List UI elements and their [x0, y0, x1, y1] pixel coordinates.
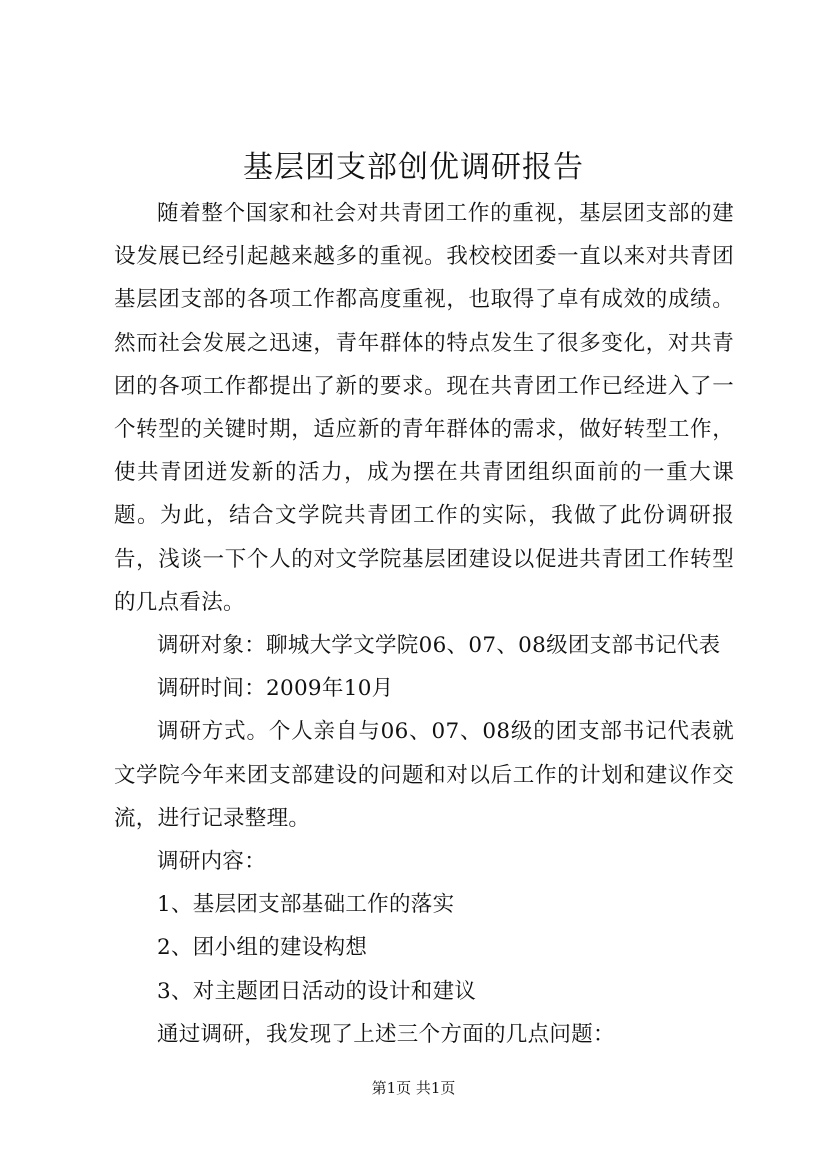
conclusion-line: 通过调研，我发现了上述三个方面的几点问题：: [157, 1021, 615, 1047]
document-title: 基层团支部创优调研报告: [243, 150, 584, 185]
research-method: 调研方式。个人亲自与06、07、08级的团支部书记代表就文学院今年来团支部建设的问题和对以后工作的计划和建议作交流，进行记录整理。: [114, 719, 734, 831]
document-body: [114, 192, 734, 1056]
content-item-3: 3、对主题团日活动的设计和建议: [157, 978, 477, 1004]
content-item-1: 1、基层团支部基础工作的落实: [157, 892, 455, 918]
research-subject: 调研对象：聊城大学文学院06、07、08级团支部书记代表: [157, 633, 721, 659]
research-time: 调研时间：2009年10月: [157, 676, 394, 702]
intro-paragraph: 随着整个国家和社会对共青团工作的重视，基层团支部的建设发展已经引起越来越多的重视。我校校团委一直以来对共青团基层团支部的各项工作都高度重视，也取得了卓有成效的成绩。然而社会发展之迅速，青年群体的特点发生了很多变化，对共青团的各项工作都提出了新的要求。现在共青团工作已经进入了一个转型的关键时期，适应新的青年群体的需求，做好转型工作，使共青团迸发新的活力，成为摆在共青团组织面前的一重大课题。为此，结合文学院共青团工作的实际，我做了此份调研报告，浅谈一下个人的对文学院基层团建设以促进共青团工作转型的几点看法。: [114, 201, 734, 615]
page-footer: 第1页 共1页: [371, 1079, 456, 1097]
content-item-2: 2、团小组的建设构想: [157, 935, 368, 961]
research-content-heading: 调研内容：: [157, 849, 267, 875]
